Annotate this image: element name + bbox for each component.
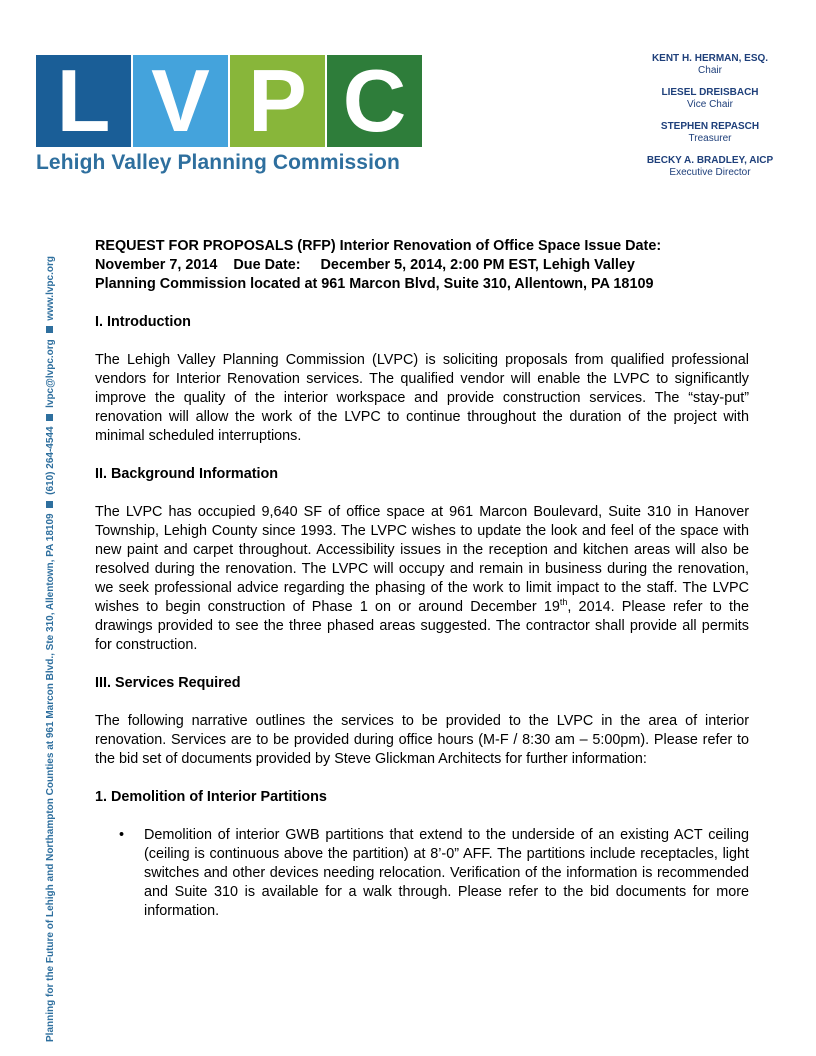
bullet-icon: •: [119, 827, 125, 843]
sidebar-phone: (610) 264-4544: [45, 426, 56, 495]
subsection-heading-demolition: 1. Demolition of Interior Partitions: [95, 789, 327, 805]
officer-title: Executive Director: [669, 167, 751, 178]
introduction-paragraph: The Lehigh Valley Planning Commission (LVPC) is soliciting proposals from qualified professional vendors for Interior Renovation services. The qualified vendor will enable the LVPC to significantly improve the quality of the interior workspace and provide construction services. The “stay-put” renovation will allow the work of the LVPC to continue throughout the duration of the project with minimal scheduled interruptions.: [95, 352, 749, 444]
logo-letter-p: P: [230, 55, 325, 147]
separator-square-icon: [46, 414, 53, 421]
separator-square-icon: [46, 326, 53, 333]
officers-list: [630, 53, 790, 189]
background-text-part: The LVPC has occupied 9,640 SF of office space at 961 Marcon Boulevard, Suite 310 in Hanover Township, Lehigh County since 1993. The LVPC wishes to update the look and feel of the space with new paint and carpet throughout. Accessibility issues in the reception and kitchen areas will also be resolved during the renovation. The LVPC will occupy and remain in business during the renovation, we seek professional advice regarding the phasing of the work to limit impact to the staff. The LVPC wishes to begin construction of Phase 1 on or around December 19: [95, 504, 749, 615]
officer-title: Vice Chair: [687, 99, 733, 110]
list-item: [95, 826, 749, 921]
officer-name: LIESEL DREISBACH: [661, 87, 759, 98]
rfp-title-line: REQUEST FOR PROPOSALS (RFP) Interior Renovation of Office Space Issue Date:: [95, 238, 662, 254]
officer-name: KENT H. HERMAN, ESQ.: [651, 53, 769, 64]
logo-letter-l: L: [36, 55, 131, 147]
officer-title: Chair: [698, 65, 722, 76]
officer-chair: [630, 53, 790, 76]
logo-letter-v: V: [133, 55, 228, 147]
officer-treasurer: [630, 121, 790, 144]
organization-name: Lehigh Valley Planning Commission: [36, 151, 400, 174]
document-body: [95, 237, 749, 921]
rfp-title: [95, 237, 749, 294]
rfp-title-line: Planning Commission located at 961 Marcon Blvd, Suite 310, Allentown, PA 18109: [95, 276, 654, 292]
lvpc-logo: [36, 51, 428, 175]
vertical-contact-sidebar: [45, 182, 56, 1042]
ordinal-suffix: th: [559, 597, 568, 608]
section-heading-introduction: I. Introduction: [95, 314, 191, 330]
services-paragraph: The following narrative outlines the services to be provided to the LVPC in the area of interior renovation. Services are to be provided during office hours (M-F / 8:30 am – 5:00pm). Please refer to the bid set of documents provided by Steve Glickman Architects for further information:: [95, 713, 749, 767]
sidebar-web: www.lvpc.org: [45, 256, 56, 321]
section-heading-services: III. Services Required: [95, 675, 241, 691]
list-item-text: Demolition of interior GWB partitions that extend to the underside of an existing ACT ceiling (ceiling is continuous above the partition) at 8’-0” AFF. The partitions include receptacles, light switches and other devices needing relocation. Verification of the information is recommended and Suite 310 is available for a walk through. Please refer to the bid documents for more information.: [144, 827, 749, 919]
officer-name: BECKY A. BRADLEY, AICP: [646, 155, 774, 166]
sidebar-tagline: Planning for the Future of Lehigh and Northampton Counties at 961 Marcon Blvd., Ste 310, Allentown, PA 18109: [45, 513, 56, 1042]
logo-letter-blocks: [36, 51, 428, 150]
officer-vice-chair: [630, 87, 790, 110]
logo-letter-c: C: [327, 55, 422, 147]
separator-square-icon: [46, 501, 53, 508]
section-heading-background: II. Background Information: [95, 466, 279, 482]
demolition-list: [95, 826, 749, 921]
officer-executive-director: [630, 155, 790, 178]
officer-name: STEPHEN REPASCH: [660, 121, 760, 132]
background-text-part: , 2014. Please refer to the drawings provided to see the three phased areas suggested. The contractor shall provide all permits for construction.: [95, 599, 749, 653]
sidebar-email: lvpc@lvpc.org: [45, 339, 56, 408]
officer-title: Treasurer: [688, 133, 732, 144]
rfp-title-line: November 7, 2014 Due Date: December 5, 2014, 2:00 PM EST, Lehigh Valley: [95, 257, 635, 273]
background-paragraph: [95, 503, 749, 655]
